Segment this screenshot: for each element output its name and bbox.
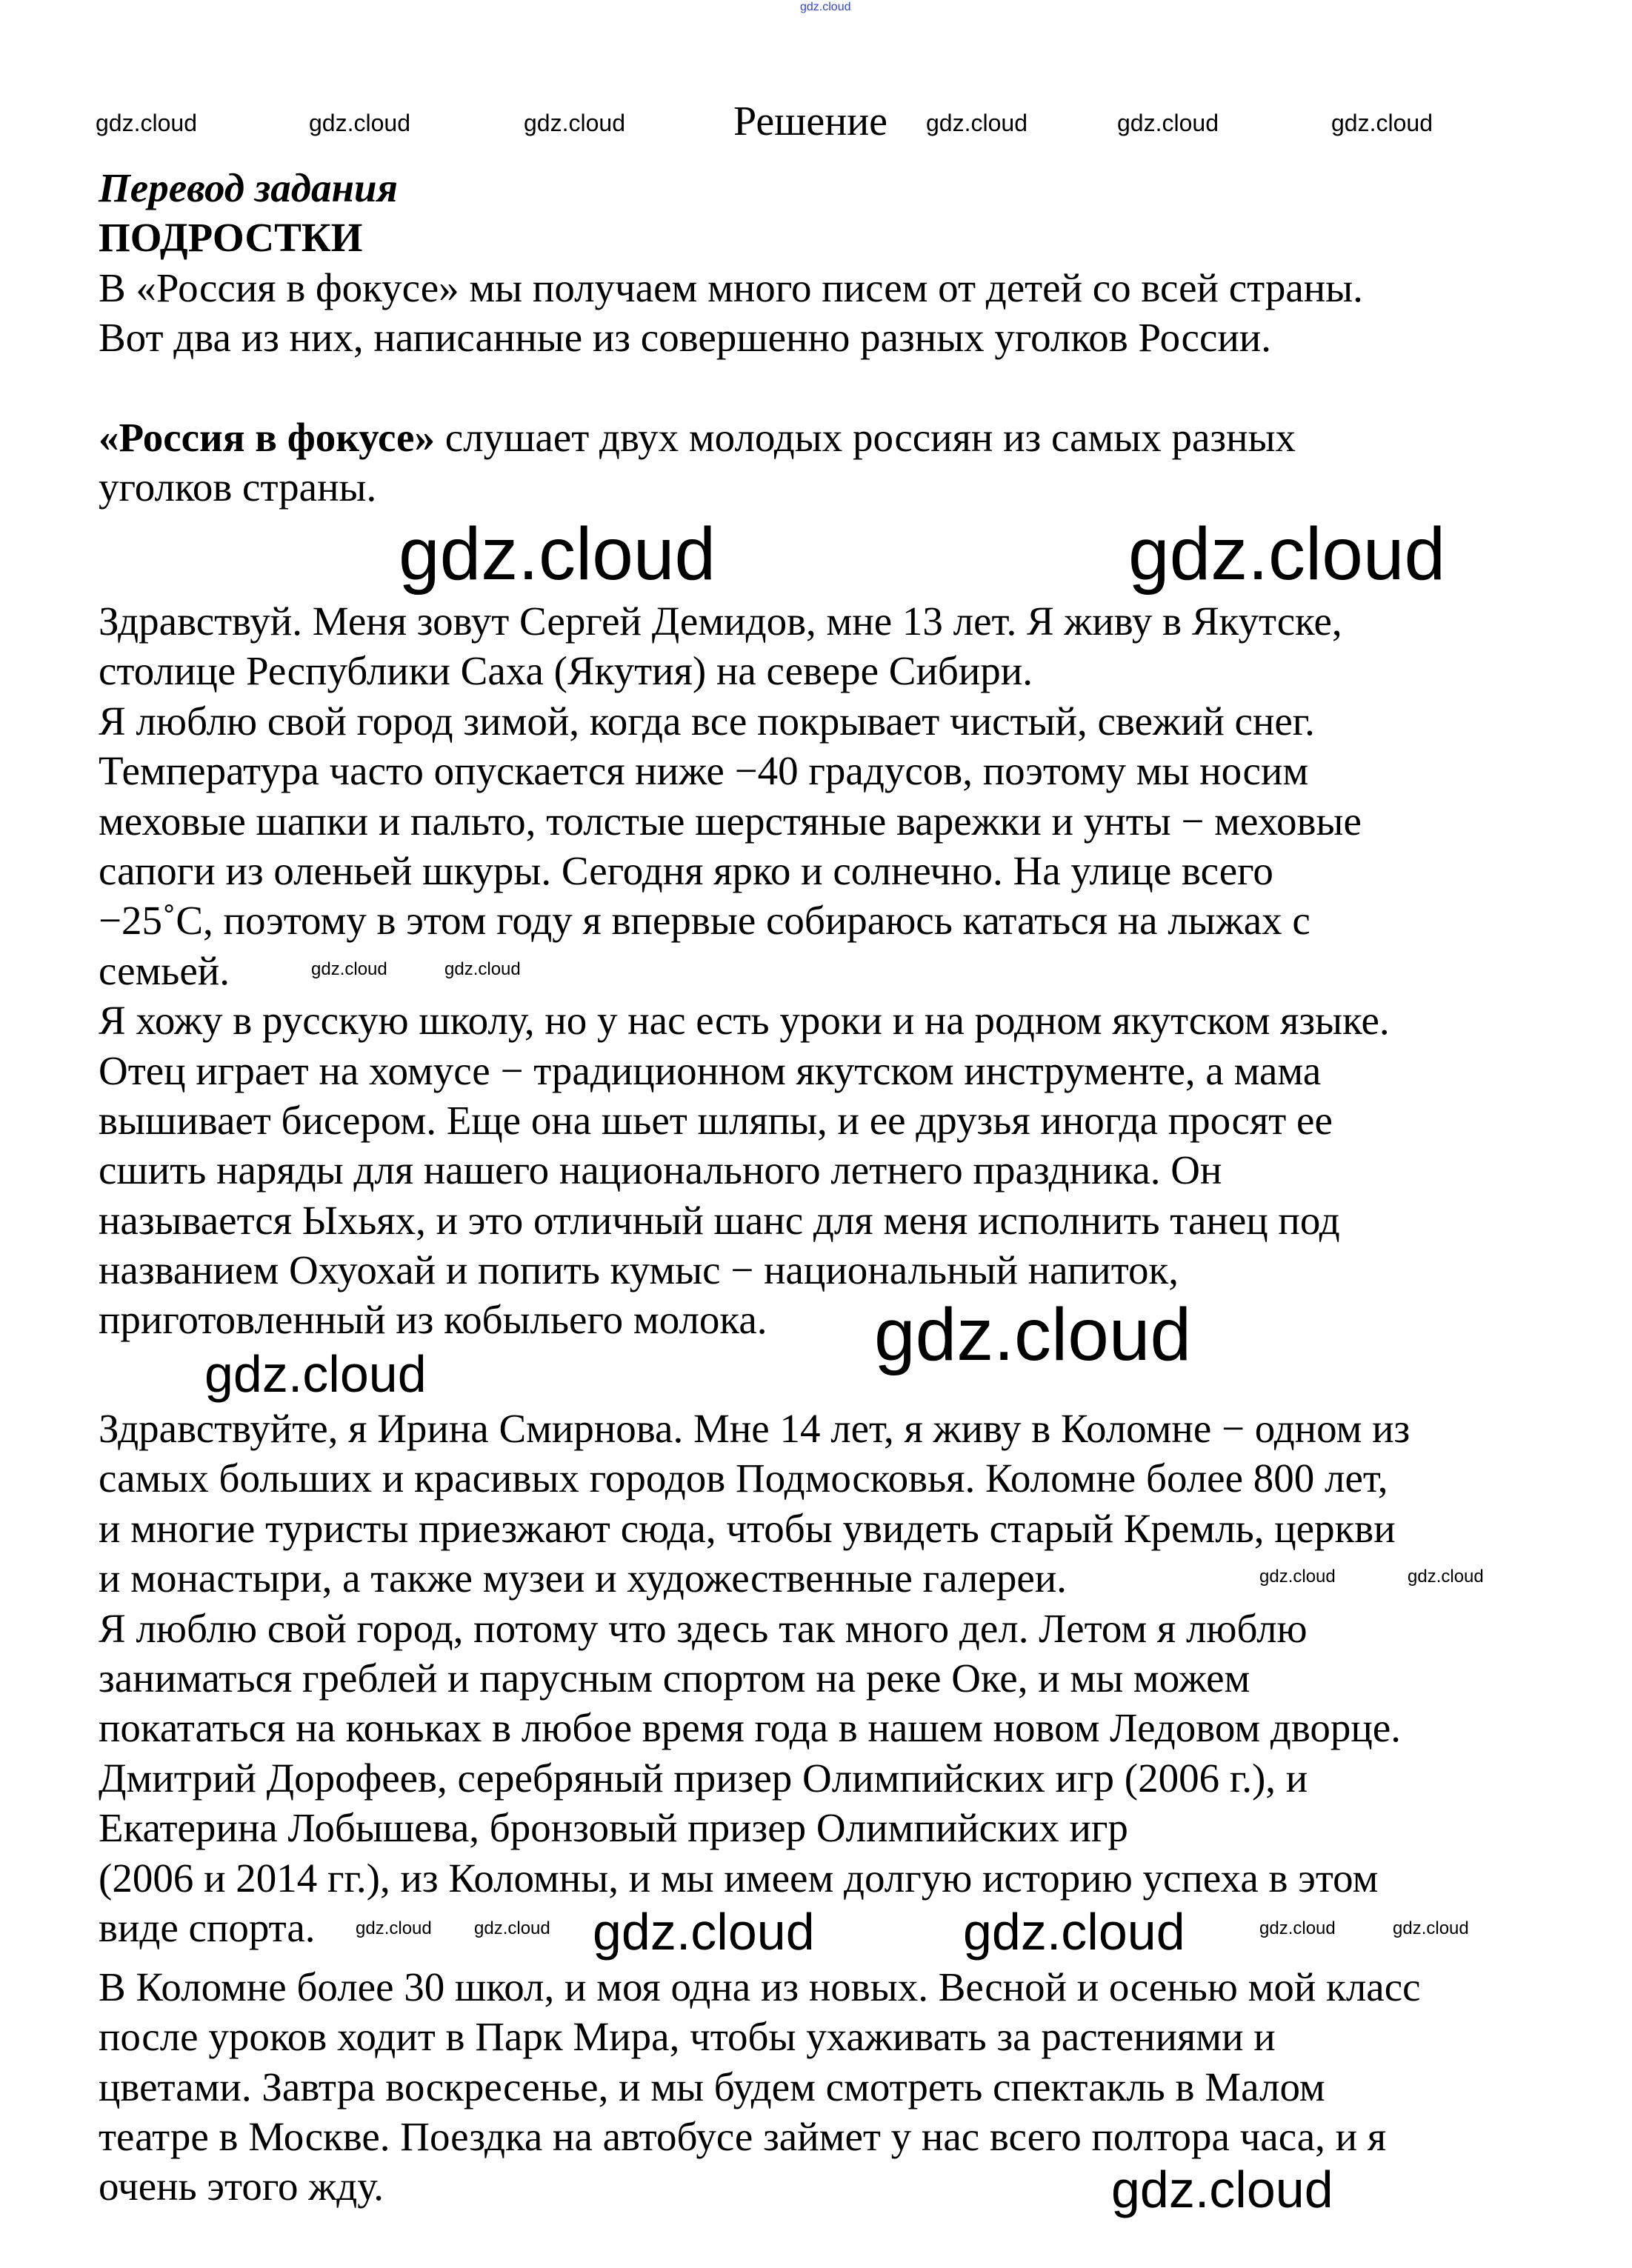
watermark: gdz.cloud [1259, 1567, 1336, 1587]
watermark: gdz.cloud [444, 959, 521, 979]
article-heading: ПОДРОСТКИ [99, 215, 363, 261]
letter-line: очень этого жду. [99, 2164, 384, 2209]
letter-line: названием Охуохай и попить кумыс − национальный напиток, [99, 1247, 1179, 1293]
letter-line: называется Ыхьях, и это отличный шанс для меня исполнить танец под [99, 1197, 1340, 1243]
watermark-top: gdz.cloud [800, 1, 851, 13]
letter-line: −25˚С, поэтому в этом году я впервые собираюсь кататься на лыжах с [99, 898, 1310, 944]
letter-line: Я хожу в русскую школу, но у нас есть уроки и на родном якутском языке. [99, 998, 1390, 1044]
watermark: gdz.cloud [204, 1345, 427, 1403]
letter-line: цветами. Завтра воскресенье, и мы будем смотреть спектакль в Малом [99, 2064, 1325, 2109]
watermark: gdz.cloud [96, 110, 197, 136]
letter-line: сшить наряды для нашего национального летнего праздника. Он [99, 1147, 1222, 1193]
letter-line: покататься на коньках в любое время года в нашем новом Ледовом дворце. [99, 1705, 1402, 1751]
watermark: gdz.cloud [311, 959, 387, 979]
letter-line: после уроков ходит в Парк Мира, чтобы ухаживать за растениями и [99, 2014, 1276, 2060]
letter-line: и многие туристы приезжают сюда, чтобы увидеть старый Кремль, церкви [99, 1505, 1396, 1551]
letter-line: Дмитрий Дорофеев, серебряный призер Олимпийских игр (2006 г.), и [99, 1755, 1308, 1801]
watermark: gdz.cloud [1111, 2161, 1333, 2218]
watermark: gdz.cloud [593, 1903, 815, 1961]
letter-sergey [99, 596, 1390, 1345]
letter-line: В Коломне более 30 школ, и моя одна из новых. Весной и осенью мой класс [99, 1964, 1421, 2009]
intro-line: Вот два из них, написанные из совершенно разных уголков России. [99, 315, 1271, 361]
letter-line: самых больших и красивых городов Подмосковья. Коломне более 800 лет, [99, 1455, 1388, 1501]
watermark: gdz.cloud [1393, 1918, 1469, 1938]
watermark: gdz.cloud [474, 1918, 550, 1938]
letter-line: Екатерина Лобышева, бронзовый призер Олимпийских игр [99, 1805, 1128, 1851]
letter-line: Здравствуй. Меня зовут Сергей Демидов, мне 13 лет. Я живу в Якутске, [99, 598, 1342, 644]
lead-text: слушает двух молодых россиян из самых разных [434, 414, 1296, 460]
watermark: gdz.cloud [1117, 110, 1219, 136]
watermark: gdz.cloud [1331, 110, 1433, 136]
letter-line: вышивает бисером. Еще она шьет шляпы, и ее друзья иногда просят ее [99, 1097, 1333, 1143]
letter-line: Температура часто опускается ниже −40 градусов, поэтому мы носим [99, 748, 1309, 794]
intro-section [99, 163, 1363, 513]
letter-line: Я люблю свой город, потому что здесь так много дел. Летом я люблю [99, 1605, 1308, 1651]
letter-line: Здравствуйте, я Ирина Смирнова. Мне 14 лет, я живу в Коломне − одном из [99, 1406, 1410, 1451]
letter-irina [99, 1404, 1421, 2212]
watermark: gdz.cloud [1408, 1567, 1484, 1587]
watermark: gdz.cloud [963, 1903, 1185, 1961]
letter-line: сапоги из оленьей шкуры. Сегодня ярко и солнечно. На улице всего [99, 847, 1273, 893]
letter-line: семьей. [99, 947, 230, 993]
solution-heading: Решение [733, 99, 888, 144]
task-translation-title: Перевод задания [99, 165, 398, 210]
letter-line: меховые шапки и пальто, толстые шерстяные варежки и унты − меховые [99, 798, 1362, 844]
watermark: gdz.cloud [524, 110, 625, 136]
letter-line: театре в Москве. Поездка на автобусе займет у нас всего полтора часа, и я [99, 2114, 1387, 2160]
letter-line: столице Республики Саха (Якутия) на севере Сибири. [99, 648, 1033, 694]
letter-line: (2006 и 2014 гг.), из Коломны, и мы имеем долгую историю успеха в этом [99, 1855, 1379, 1901]
lead-line [99, 413, 1363, 462]
watermark: gdz.cloud [356, 1918, 432, 1938]
letter-line: заниматься греблей и парусным спортом на реке Оке, и мы можем [99, 1655, 1250, 1701]
letter-line: Я люблю свой город зимой, когда все покрывает чистый, свежий снег. [99, 698, 1315, 744]
watermark: gdz.cloud [1259, 1918, 1336, 1938]
lead-line: уголков страны. [99, 464, 377, 510]
watermark: gdz.cloud [309, 110, 410, 136]
watermark: gdz.cloud [874, 1293, 1192, 1376]
letter-line: Отец играет на хомусе − традиционном якутском инструменте, а мама [99, 1047, 1322, 1093]
letter-line: виде спорта. [99, 1904, 316, 1950]
watermark: gdz.cloud [926, 110, 1028, 136]
letter-line: и монастыри, а также музеи и художественные галереи. [99, 1555, 1067, 1601]
watermark: gdz.cloud [399, 513, 716, 596]
letter-line: приготовленный из кобыльего молока. [99, 1297, 767, 1343]
intro-line: В «Россия в фокусе» мы получаем много писем от детей со всей страны. [99, 264, 1363, 310]
watermark: gdz.cloud [1128, 513, 1446, 596]
magazine-name: «Россия в фокусе» [99, 414, 435, 460]
